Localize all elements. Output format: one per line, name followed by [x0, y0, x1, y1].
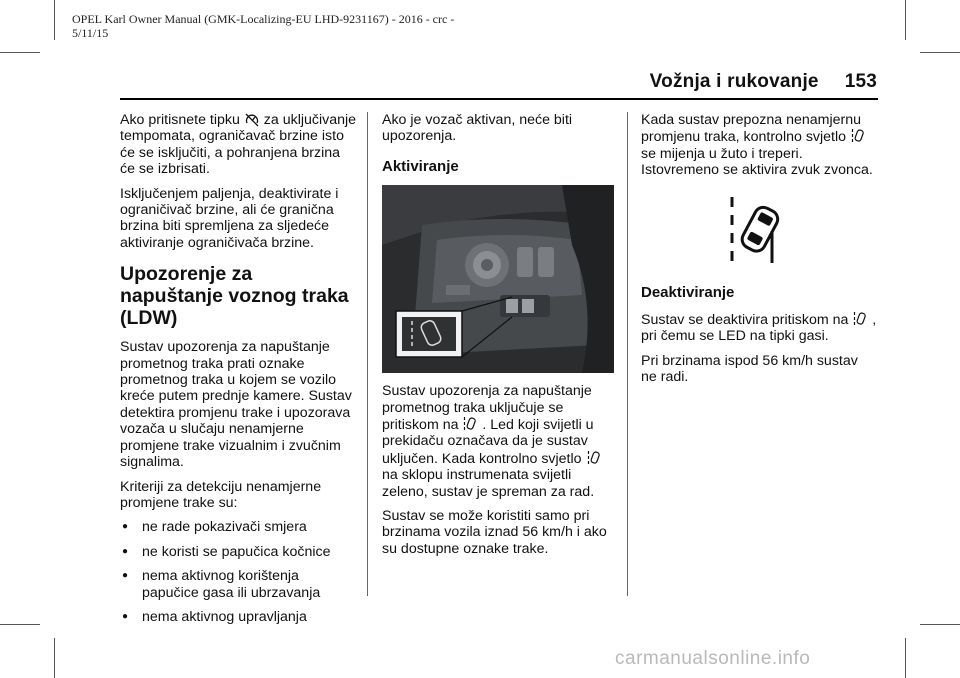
cruise-control-cancel-icon	[245, 113, 259, 127]
subheading-deactivation: Deaktiviranje	[641, 283, 735, 301]
crop-mark	[54, 0, 55, 40]
section-title: Vožnja i rukovanje	[649, 71, 819, 92]
crop-mark	[0, 52, 40, 53]
paragraph: Sustav se može koristiti samo pri brzinama vozila iznad 56 km/h i ako su dostupne oznake trake.	[382, 508, 607, 557]
header-rule	[120, 98, 878, 100]
dashboard-switch-illustration	[382, 185, 614, 373]
column-2	[382, 112, 616, 565]
section-heading: Upozorenje za napuštanje voznog traka (LDW)	[120, 263, 349, 330]
column-divider	[627, 112, 628, 596]
lane-departure-warning-icon	[641, 193, 877, 271]
list-item: ● nema aktivnog korištenja papučice gasa ili ubrzavanja	[120, 568, 358, 601]
column-3	[641, 112, 877, 394]
list-item: ● nema aktivnog upravljanja	[120, 609, 358, 625]
paragraph: Sustav upozorenja za napuštanje prometnog traka prati oznake prometnog traka u kojem se vozilo kreće putem prednje kamere. Sustav detektira promjenu trake i upozorava vozača u slučaju nenamjerne promjene trake vizualnim i zvučnim signalima.	[120, 339, 352, 471]
crop-mark	[0, 624, 40, 625]
paragraph: Isključenjem paljenja, deaktivirate i ograničivač brzine, ali će granična brzina biti spremljena za sljedeće aktiviranje ograničivača brzine.	[120, 185, 339, 251]
lane-departure-warning-icon	[463, 416, 477, 432]
paragraph: Sustav upozorenja za napuštanje prometnog traka uključuje se pritiskom na . Led koji svijetli u prekidaču označava da je sustav uključen. Kada kontrolno svjetlo na sklopu instrumenata svijetli zeleno, sustav je spreman za rad.	[382, 383, 616, 500]
crop-mark	[920, 624, 960, 625]
paragraph: Sustav se deaktivira pritiskom na , pri čemu se LED na tipki gasi.	[641, 312, 877, 345]
paragraph: Ako pritisnete tipku za uključivanje tempomata, ograničavač brzine isto će se isključiti, a pohranjena brzina će se izbrisati.	[120, 112, 357, 178]
watermark: carmanualsonline.info	[615, 648, 811, 669]
column-divider	[367, 112, 368, 596]
crop-mark	[920, 52, 960, 53]
crop-mark	[54, 638, 55, 678]
document-meta	[72, 12, 454, 40]
lane-departure-indicator-figure	[641, 193, 877, 271]
meta-line-1: OPEL Karl Owner Manual (GMK-Localizing-EU LHD-9231167) - 2016 - crc -	[72, 12, 455, 26]
lane-departure-warning-icon	[587, 450, 601, 466]
criteria-list	[120, 519, 358, 625]
paragraph: Ako je vozač aktivan, neće biti upozorenja.	[382, 112, 573, 145]
page-header	[650, 71, 877, 93]
list-item: ● ne rade pokazivači smjera	[120, 519, 358, 535]
crop-mark	[905, 638, 906, 678]
paragraph: Kada sustav prepozna nenamjernu promjenu traka, kontrolno svjetlo se mijenja u žuto i treperi. Istovremeno se aktivira zvuk zvonca.	[641, 112, 873, 179]
lane-departure-warning-icon	[851, 128, 865, 144]
paragraph: Kriteriji za detekciju nenamjerne promjene trake su:	[120, 478, 322, 511]
crop-mark	[905, 0, 906, 40]
paragraph: Pri brzinama ispod 56 km/h sustav ne radi.	[641, 352, 858, 386]
list-item: ● ne koristi se papučica kočnice	[120, 544, 358, 560]
dashboard-switch-photo	[382, 185, 614, 373]
page-number: 153	[844, 71, 877, 92]
lane-departure-warning-icon	[853, 311, 867, 327]
subheading-activation: Aktiviranje	[382, 157, 459, 175]
meta-line-2: 5/11/15	[72, 26, 109, 40]
column-1	[120, 112, 358, 633]
